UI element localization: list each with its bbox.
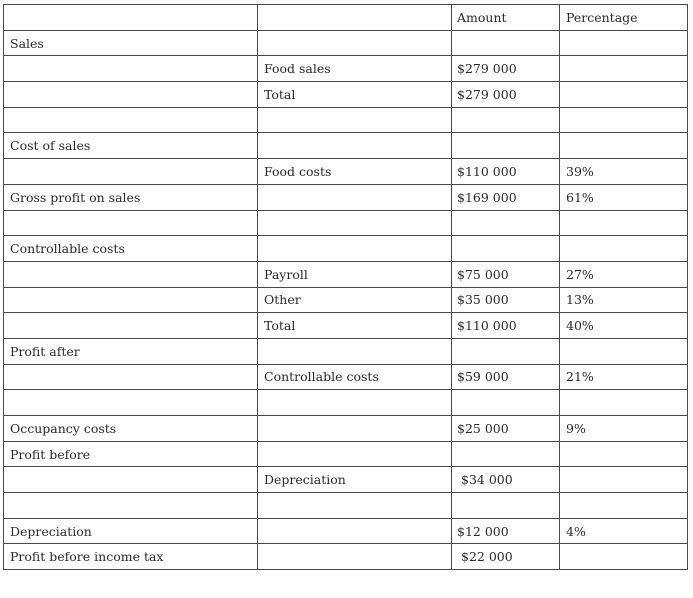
- row-label-cell: [4, 467, 258, 493]
- row-amount-cell: $35 000: [452, 287, 560, 313]
- percentage-header: Percentage: [560, 5, 688, 31]
- row-percentage-cell: 27%: [560, 261, 688, 287]
- row-subitem-cell: Total: [258, 313, 452, 339]
- row-subitem-cell: [258, 441, 452, 467]
- row-percentage-cell: 4%: [560, 518, 688, 544]
- row-label-cell: Profit before income tax: [4, 544, 258, 570]
- row-percentage-cell: [560, 133, 688, 159]
- row-amount-cell: $279 000: [452, 56, 560, 82]
- table-row: [4, 184, 688, 210]
- row-label-cell: [4, 82, 258, 108]
- table-row: [4, 133, 688, 159]
- table-row: [4, 493, 688, 519]
- row-label-cell: [4, 364, 258, 390]
- row-label-cell: Cost of sales: [4, 133, 258, 159]
- row-label-cell: [4, 210, 258, 236]
- row-label-cell: Occupancy costs: [4, 416, 258, 442]
- row-amount-cell: $110 000: [452, 313, 560, 339]
- row-label-cell: [4, 313, 258, 339]
- row-amount-cell: [452, 493, 560, 519]
- row-percentage-cell: [560, 210, 688, 236]
- amount-header: Amount: [452, 5, 560, 31]
- row-subitem-cell: [258, 236, 452, 262]
- row-percentage-cell: [560, 30, 688, 56]
- row-amount-cell: [452, 390, 560, 416]
- table-row: [4, 364, 688, 390]
- row-label-cell: [4, 107, 258, 133]
- table-row: [4, 416, 688, 442]
- row-percentage-cell: [560, 338, 688, 364]
- row-amount-cell: [452, 107, 560, 133]
- row-percentage-cell: [560, 107, 688, 133]
- header-row: [4, 5, 688, 31]
- row-amount-cell: [452, 210, 560, 236]
- row-subitem-cell: Food costs: [258, 159, 452, 185]
- row-subitem-cell: [258, 210, 452, 236]
- row-subitem-cell: [258, 518, 452, 544]
- row-amount-cell: $110 000: [452, 159, 560, 185]
- table-row: [4, 261, 688, 287]
- row-percentage-cell: [560, 390, 688, 416]
- table-row: [4, 236, 688, 262]
- row-label-cell: Profit before: [4, 441, 258, 467]
- row-amount-cell: $34 000: [452, 467, 560, 493]
- row-amount-cell: $22 000: [452, 544, 560, 570]
- row-subitem-cell: [258, 338, 452, 364]
- row-percentage-cell: [560, 56, 688, 82]
- row-subitem-cell: Payroll: [258, 261, 452, 287]
- table-row: [4, 390, 688, 416]
- row-subitem-cell: Controllable costs: [258, 364, 452, 390]
- table-row: [4, 159, 688, 185]
- table-row: [4, 56, 688, 82]
- row-percentage-cell: [560, 467, 688, 493]
- row-subitem-cell: Food sales: [258, 56, 452, 82]
- row-amount-cell: $75 000: [452, 261, 560, 287]
- row-label-cell: [4, 390, 258, 416]
- table-row: [4, 313, 688, 339]
- row-amount-cell: [452, 338, 560, 364]
- table-row: [4, 338, 688, 364]
- row-amount-cell: [452, 30, 560, 56]
- row-percentage-cell: [560, 82, 688, 108]
- row-subitem-cell: Depreciation: [258, 467, 452, 493]
- row-subitem-cell: [258, 184, 452, 210]
- row-label-cell: Sales: [4, 30, 258, 56]
- row-amount-cell: [452, 133, 560, 159]
- table-row: [4, 107, 688, 133]
- income-statement-table: [3, 4, 688, 570]
- table-row: [4, 287, 688, 313]
- row-label-cell: [4, 56, 258, 82]
- row-percentage-cell: [560, 544, 688, 570]
- table-row: [4, 82, 688, 108]
- row-percentage-cell: [560, 441, 688, 467]
- row-amount-cell: $279 000: [452, 82, 560, 108]
- row-subitem-cell: [258, 416, 452, 442]
- row-amount-cell: $169 000: [452, 184, 560, 210]
- table-row: [4, 467, 688, 493]
- row-amount-cell: [452, 236, 560, 262]
- row-amount-cell: $59 000: [452, 364, 560, 390]
- table-row: [4, 30, 688, 56]
- row-subitem-cell: [258, 30, 452, 56]
- row-label-cell: Profit after: [4, 338, 258, 364]
- row-percentage-cell: [560, 236, 688, 262]
- row-subitem-cell: [258, 133, 452, 159]
- table-row: [4, 441, 688, 467]
- row-amount-cell: [452, 441, 560, 467]
- row-percentage-cell: 9%: [560, 416, 688, 442]
- row-label-cell: Controllable costs: [4, 236, 258, 262]
- row-label-cell: [4, 287, 258, 313]
- row-label-cell: [4, 159, 258, 185]
- row-label-cell: Gross profit on sales: [4, 184, 258, 210]
- row-subitem-cell: [258, 390, 452, 416]
- row-percentage-cell: 61%: [560, 184, 688, 210]
- row-amount-cell: $12 000: [452, 518, 560, 544]
- row-percentage-cell: 13%: [560, 287, 688, 313]
- row-subitem-cell: [258, 493, 452, 519]
- table-row: [4, 544, 688, 570]
- header-empty-label: [4, 5, 258, 31]
- row-percentage-cell: 21%: [560, 364, 688, 390]
- row-subitem-cell: Other: [258, 287, 452, 313]
- row-label-cell: Depreciation: [4, 518, 258, 544]
- table-row: [4, 210, 688, 236]
- row-subitem-cell: [258, 107, 452, 133]
- row-percentage-cell: 40%: [560, 313, 688, 339]
- row-label-cell: [4, 493, 258, 519]
- row-amount-cell: $25 000: [452, 416, 560, 442]
- row-subitem-cell: Total: [258, 82, 452, 108]
- header-empty-sub: [258, 5, 452, 31]
- row-subitem-cell: [258, 544, 452, 570]
- row-label-cell: [4, 261, 258, 287]
- table-row: [4, 518, 688, 544]
- row-percentage-cell: [560, 493, 688, 519]
- row-percentage-cell: 39%: [560, 159, 688, 185]
